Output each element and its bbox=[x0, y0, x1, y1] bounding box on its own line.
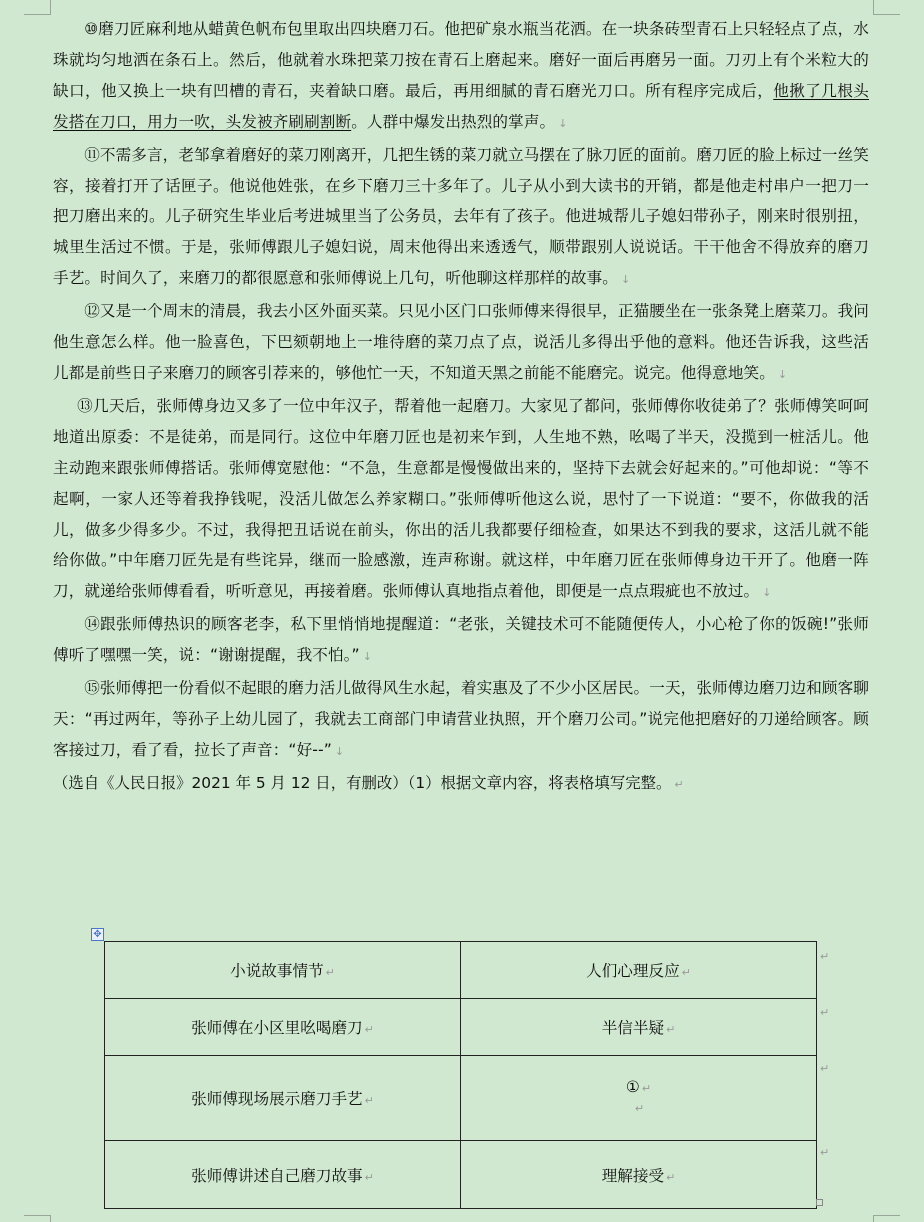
paragraph-mark: ↓ bbox=[777, 367, 788, 381]
cell-end-mark: ↵ bbox=[666, 1023, 676, 1036]
table-row bbox=[105, 999, 817, 1056]
page-corner-top-right bbox=[873, 0, 900, 15]
table-row bbox=[105, 1056, 817, 1141]
table-cell[interactable] bbox=[105, 1141, 461, 1209]
row-end-mark: ↵ bbox=[820, 1146, 830, 1159]
cell-end-mark: ↵ bbox=[325, 966, 335, 979]
plot-cell-text: 张师傅在小区里吆喝磨刀 bbox=[191, 1019, 363, 1037]
page-corner-bottom-right bbox=[873, 1215, 900, 1222]
table-cell[interactable] bbox=[461, 1141, 817, 1209]
cell-end-mark: ↵ bbox=[364, 1023, 374, 1036]
paragraph-10-ending: 。人群中爆发出热烈的掌声。 bbox=[351, 112, 556, 131]
paragraph-mark: ↓ bbox=[362, 650, 373, 664]
paragraph-12-text: ⑫又是一个周末的清晨，我去小区外面买菜。只见小区门口张师傅来得很早，正猫腰坐在一张条凳上磨菜刀。我问他生意怎么样。他一脸喜色，下巴颏朝地上一堆待磨的菜刀点了点，说活儿多得出乎他的意料。他还告诉我，这些活儿都是前些日子来磨刀的顾客引荐来的，够他忙一天，不知道天黑之前能不能磨完。说完。他得意地笑。 bbox=[53, 302, 869, 382]
cell-end-mark: ↵ bbox=[641, 1082, 652, 1095]
empty-line-mark: ↵ bbox=[634, 1102, 645, 1115]
source-line bbox=[53, 768, 869, 801]
table-header-cell[interactable] bbox=[461, 942, 817, 999]
underlined-sentence: 他揪了几根头发搭在刀口，用力一吹，头发被齐刷刷割断 bbox=[53, 81, 869, 131]
header-reaction: 人们心理反应 bbox=[586, 962, 680, 980]
paragraph-11-text: ⑪不需多言，老邹拿着磨好的菜刀刚离开，几把生锈的菜刀就立马摆在了脉刀匠的面前。磨刀匠的脸上标过一丝笑容，接着打开了话匣子。他说他姓张，在乡下磨刀三十多年了。儿子从小到大读书的开销，都是他走村串户一把刀一把刀磨出来的。儿子研究生毕业后考进城里当了公务员，去年有了孩子。他进城帮儿子媳妇带孙子，刚来时很别扭，城里生活过不惯。于是，张师傅跟儿子媳妇说，周末他得出来透透气，顺带跟别人说说话。干干他舍不得放弃的磨刀手艺。时间久了，来磨刀的都很愿意和张师傅说上几句，听他聊这样那样的故事。 bbox=[53, 145, 869, 288]
plot-cell-text: 张师傅现场展示磨刀手艺 bbox=[191, 1090, 363, 1108]
paragraph-11 bbox=[53, 140, 869, 297]
paragraph-10 bbox=[53, 14, 869, 140]
table-row bbox=[105, 1141, 817, 1209]
header-plot: 小说故事情节 bbox=[230, 962, 324, 980]
source-text: （选自《人民日报》2021 年 5 月 12 日，有删改）（1）根据文章内容，将表格填写完整。 bbox=[53, 773, 672, 792]
reaction-cell-text: 半信半疑 bbox=[601, 1019, 665, 1037]
cell-end-mark: ↵ bbox=[364, 1094, 374, 1107]
row-end-mark: ↵ bbox=[820, 1062, 830, 1075]
paragraph-15 bbox=[53, 673, 869, 768]
table-cell[interactable] bbox=[461, 999, 817, 1056]
cell-end-mark: ↵ bbox=[364, 1170, 374, 1184]
plot-cell-text: 张师傅讲述自己磨刀故事 bbox=[191, 1166, 363, 1185]
table-resize-handle[interactable] bbox=[816, 1199, 823, 1206]
cell-end-mark: ↵ bbox=[681, 966, 691, 979]
paragraph-14 bbox=[53, 609, 869, 673]
paragraph-15-text: ⑮张师傅把一份看似不起眼的磨力活儿做得风生水起，着实惠及了不少小区居民。一天，张师傅边磨刀边和顾客聊天：“再过两年，等孙子上幼儿园了，我就去工商部门申请营业执照，开个磨刀公司。”说完他把磨好的刀递给顾客。顾客接过刀，看了看，拉长了声音：“好--” bbox=[53, 679, 869, 759]
blank-number: ① bbox=[625, 1078, 640, 1096]
paragraph-13 bbox=[53, 391, 869, 609]
row-end-mark: ↵ bbox=[820, 950, 830, 963]
paragraph-mark: ↵ bbox=[674, 777, 684, 791]
paragraph-mark: ↓ bbox=[334, 744, 345, 758]
cell-end-mark: ↵ bbox=[666, 1170, 676, 1184]
document-body bbox=[53, 14, 869, 801]
paragraph-mark: ↓ bbox=[762, 586, 772, 600]
row-end-mark: ↵ bbox=[820, 1006, 830, 1019]
paragraph-12 bbox=[53, 296, 869, 391]
table-header-cell[interactable] bbox=[105, 942, 461, 999]
paragraph-10-text: ⑩磨刀匠麻利地从蜡黄色帆布包里取出四块磨刀石。他把矿泉水瓶当花洒。在一块条砖型青石上只轻轻点了点，水珠就均匀地洒在条石上。然后，他就着水珠把菜刀按在青石上磨起来。磨好一面后再磨另一面。刀刃上有个米粒大的缺口，他又换上一块有凹槽的青石，夹着缺口磨。最后，再用细腻的青石磨光刀口。所有程序完成后， bbox=[53, 20, 869, 100]
answer-blank-cell[interactable] bbox=[461, 1056, 817, 1141]
paragraph-mark: ↓ bbox=[558, 116, 568, 130]
reaction-cell-text: 理解接受 bbox=[601, 1166, 665, 1185]
table-cell[interactable] bbox=[105, 1056, 461, 1141]
page-corner-top-left bbox=[24, 0, 51, 15]
paragraph-14-text: ⑭跟张师傅热识的顾客老李，私下里悄悄地提醒道：“老张，关键技术可不能随便传人，小心枪了你的饭碗!”张师傅听了嘿嘿一笑，说：“谢谢提醒，我不怕。” bbox=[53, 615, 869, 665]
table-header-row bbox=[105, 942, 817, 999]
table-cell[interactable] bbox=[105, 999, 461, 1056]
page-corner-bottom-left bbox=[24, 1215, 51, 1222]
table-move-handle-icon[interactable]: ✥ bbox=[91, 928, 104, 941]
answer-table bbox=[104, 941, 817, 1209]
paragraph-13-text: ⑬几天后，张师傅身边又多了一位中年汉子，帮着他一起磨刀。大家见了都问，张师傅你收徒弟了？张师傅笑呵呵地道出原委：不是徒弟，而是同行。这位中年磨刀匠也是初来乍到，人生地不熟，吆喝了半天，没揽到一桩活儿。他主动跑来跟张师傅搭话。张师傅宽慰他：“不急，生意都是慢慢做出来的，坚持下去就会好起来的。”可他却说：“等不起啊，一家人还等着我挣钱呢，没活儿做怎么养家糊口。”张师傅听他这么说，思忖了一下说道：“要不，你做我的活儿，做多少得多少。不过，我得把丑话说在前头，你出的活儿我都要仔细检查，如果达不到我的要求，这活儿就不能给你做。”中年磨刀匠先是有些诧异，继而一脸感激，连声称谢。就这样，中年磨刀匠在张师傅身边干开了。他磨一阵刀，就递给张师傅看看，听听意见，再接着磨。张师傅认真地指点着他，即便是一点点瑕疵也不放过。 bbox=[53, 396, 869, 601]
paragraph-mark: ↓ bbox=[620, 273, 631, 287]
